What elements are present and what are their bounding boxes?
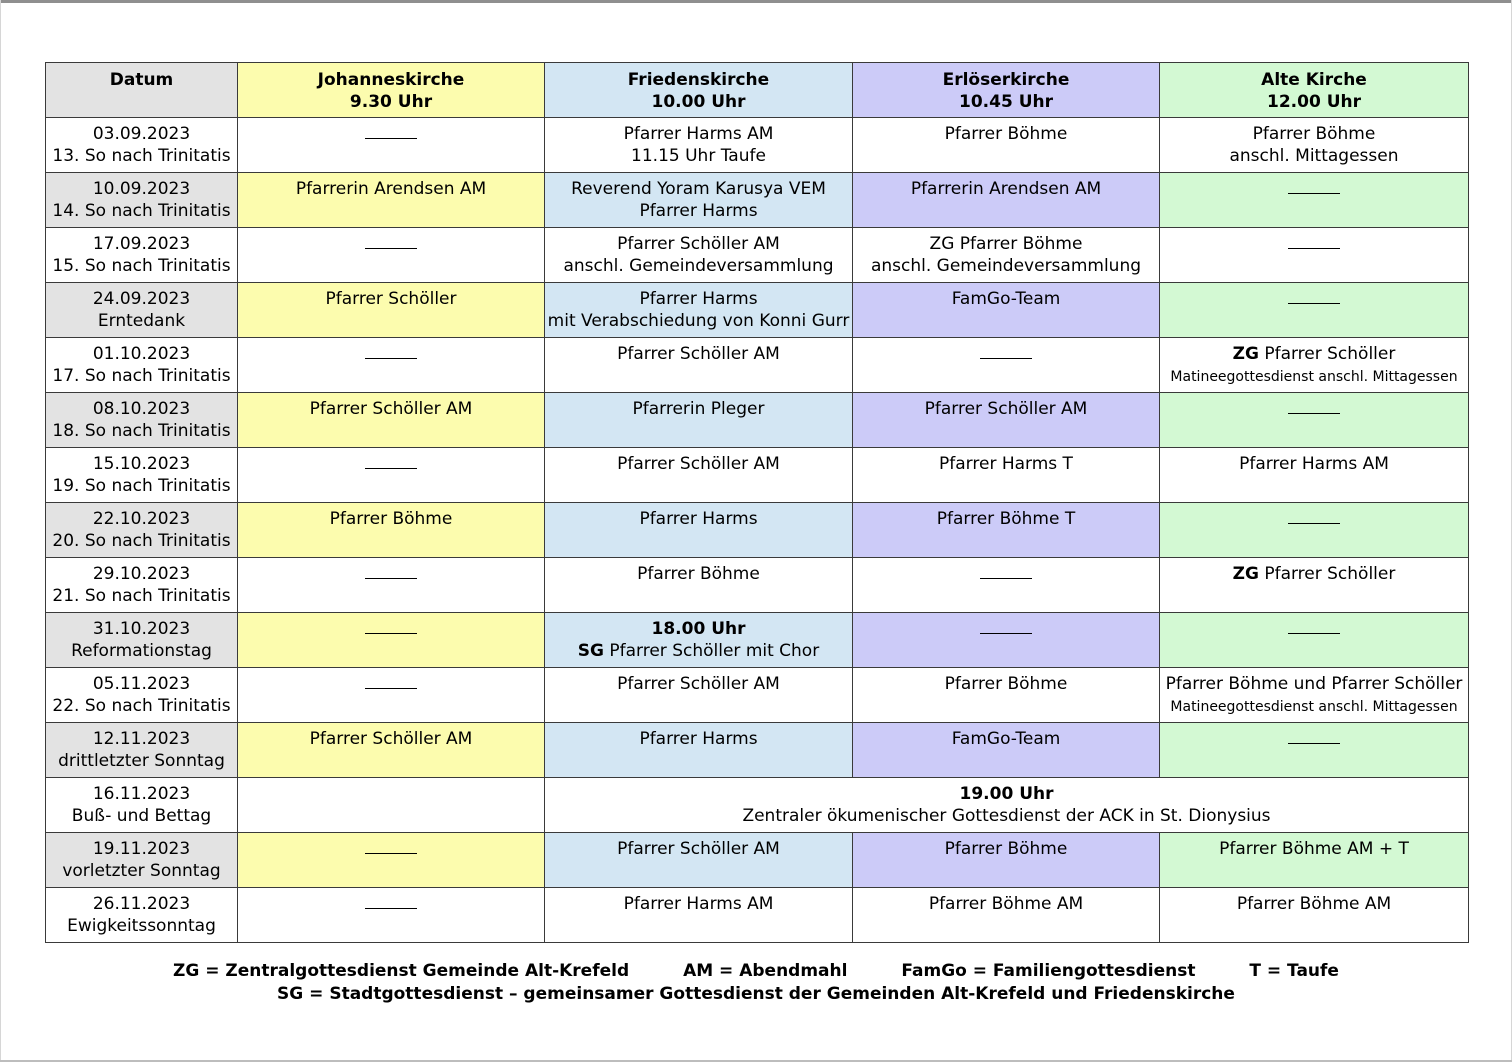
johanneskirche-cell	[238, 118, 545, 173]
left-border	[0, 0, 1, 1062]
friedenskirche-cell	[545, 503, 853, 558]
no-service-line	[365, 456, 417, 469]
erloeserkirche-cell	[853, 613, 1160, 668]
liturgical-day: 14. So nach Trinitatis	[52, 201, 231, 221]
liturgical-day: Buß- und Bettag	[71, 806, 212, 826]
erloeserkirche-cell	[853, 393, 1160, 448]
table-row	[46, 833, 1469, 888]
no-service-line	[365, 841, 417, 854]
date-cell	[46, 558, 238, 613]
legend-zg: ZG = Zentralgottesdienst Gemeinde Alt-Krefeld	[173, 961, 630, 981]
johanneskirche-cell	[238, 723, 545, 778]
service-text: Pfarrer Schöller AM	[617, 234, 780, 254]
table-row	[46, 778, 1469, 833]
date-cell	[46, 448, 238, 503]
friedenskirche-cell	[545, 668, 853, 723]
service-text: Pfarrer Harms AM	[623, 894, 774, 914]
no-service-line	[1288, 236, 1340, 249]
service-text: Pfarrer Böhme	[944, 839, 1068, 859]
alte-kirche-cell	[1160, 613, 1469, 668]
service-note: 11.15 Uhr Taufe	[631, 146, 766, 166]
liturgical-day: 19. So nach Trinitatis	[52, 476, 231, 496]
date-cell	[46, 613, 238, 668]
service-text: Pfarrer Schöller AM	[309, 399, 473, 419]
johanneskirche-cell	[238, 613, 545, 668]
alte-kirche-cell	[1160, 448, 1469, 503]
service-text: Pfarrerin Arendsen AM	[295, 179, 487, 199]
date-cell	[46, 228, 238, 283]
date-value: 29.10.2023	[92, 564, 191, 584]
no-service-line	[365, 676, 417, 689]
no-service-line	[980, 346, 1032, 359]
date-cell	[46, 723, 238, 778]
date-value: 17.09.2023	[92, 234, 191, 254]
johanneskirche-cell	[238, 338, 545, 393]
friedenskirche-cell	[545, 723, 853, 778]
no-service-line	[365, 126, 417, 139]
alte-kirche-cell	[1160, 173, 1469, 228]
erloeserkirche-cell	[853, 118, 1160, 173]
friedenskirche-cell	[545, 338, 853, 393]
table-row	[46, 228, 1469, 283]
date-value: 01.10.2023	[92, 344, 191, 364]
erloeserkirche-cell	[853, 888, 1160, 943]
alte-kirche-cell	[1160, 503, 1469, 558]
liturgical-day: 17. So nach Trinitatis	[52, 366, 231, 386]
service-text: ZG Pfarrer Böhme	[929, 234, 1083, 254]
date-cell	[46, 888, 238, 943]
service-text: Pfarrer Böhme AM	[928, 894, 1084, 914]
date-value: 05.11.2023	[92, 674, 191, 694]
service-note-small: Matineegottesdienst anschl. Mittagessen	[1170, 699, 1458, 715]
johanneskirche-cell	[238, 503, 545, 558]
no-service-line	[365, 346, 417, 359]
table-row	[46, 448, 1469, 503]
date-value: 31.10.2023	[92, 619, 191, 639]
alte-kirche-cell	[1160, 118, 1469, 173]
service-text: Pfarrer Schöller	[1264, 564, 1396, 584]
service-text: Pfarrer Harms AM	[1239, 454, 1389, 474]
service-text: Pfarrer Harms T	[939, 454, 1073, 474]
date-value: 16.11.2023	[92, 784, 191, 804]
header-erloeserkirche: Erlöserkirche 10.45 Uhr	[853, 63, 1160, 118]
liturgical-day: Erntedank	[97, 311, 186, 331]
date-value: 15.10.2023	[92, 454, 191, 474]
service-text: Pfarrerin Arendsen AM	[910, 179, 1102, 199]
erloeserkirche-cell	[853, 668, 1160, 723]
no-service-line	[365, 896, 417, 909]
no-service-line	[1288, 181, 1340, 194]
liturgical-day: 21. So nach Trinitatis	[52, 586, 231, 606]
friedenskirche-cell	[545, 833, 853, 888]
date-cell	[46, 778, 238, 833]
service-type-abbr: SG	[577, 641, 604, 661]
liturgical-day: 22. So nach Trinitatis	[52, 696, 231, 716]
legend-famgo: FamGo = Familiengottesdienst	[901, 961, 1196, 981]
alte-kirche-cell	[1160, 668, 1469, 723]
service-text: FamGo-Team	[951, 289, 1061, 309]
no-service-line	[1288, 511, 1340, 524]
erloeserkirche-cell	[853, 173, 1160, 228]
friedenskirche-cell	[545, 283, 853, 338]
erloeserkirche-cell	[853, 723, 1160, 778]
alte-kirche-cell	[1160, 393, 1469, 448]
service-note: anschl. Gemeindeversammlung	[870, 256, 1142, 276]
johanneskirche-cell	[238, 558, 545, 613]
service-text: Pfarrer Böhme T	[936, 509, 1076, 529]
legend-sg: SG = Stadtgottesdienst – gemeinsamer Gottesdienst der Gemeinden Alt-Krefeld und Friedenskirche	[277, 984, 1235, 1004]
johanneskirche-cell	[238, 228, 545, 283]
date-cell	[46, 393, 238, 448]
erloeserkirche-cell	[853, 833, 1160, 888]
table-row	[46, 283, 1469, 338]
service-text: Pfarrer Böhme	[1252, 124, 1376, 144]
service-text: Pfarrer Schöller AM	[617, 839, 780, 859]
service-type-abbr: ZG	[1232, 344, 1259, 364]
johanneskirche-cell	[238, 668, 545, 723]
merged-service-cell	[545, 778, 1469, 833]
table-row	[46, 558, 1469, 613]
date-cell	[46, 118, 238, 173]
date-value: 03.09.2023	[92, 124, 191, 144]
date-cell	[46, 503, 238, 558]
service-text: Pfarrer Böhme AM + T	[1219, 839, 1409, 859]
no-service-line	[1288, 731, 1340, 744]
service-note-small: Matineegottesdienst anschl. Mittagessen	[1170, 369, 1458, 385]
table-row	[46, 668, 1469, 723]
friedenskirche-cell	[545, 173, 853, 228]
table-row	[46, 338, 1469, 393]
liturgical-day: 15. So nach Trinitatis	[52, 256, 231, 276]
table-row	[46, 393, 1469, 448]
service-note: anschl. Gemeindeversammlung	[563, 256, 834, 276]
date-value: 12.11.2023	[92, 729, 191, 749]
merged-service-time: 19.00 Uhr	[959, 784, 1054, 804]
erloeserkirche-cell	[853, 338, 1160, 393]
date-cell	[46, 668, 238, 723]
alte-kirche-cell	[1160, 558, 1469, 613]
no-service-line	[365, 566, 417, 579]
friedenskirche-cell	[545, 228, 853, 283]
johanneskirche-cell	[238, 283, 545, 338]
service-text: Pfarrer Harms	[639, 509, 758, 529]
johanneskirche-cell	[238, 393, 545, 448]
liturgical-day: 13. So nach Trinitatis	[52, 146, 231, 166]
erloeserkirche-cell	[853, 503, 1160, 558]
liturgical-day: 18. So nach Trinitatis	[52, 421, 231, 441]
no-service-line	[365, 621, 417, 634]
service-text: Pfarrer Böhme AM	[1236, 894, 1392, 914]
table-row	[46, 888, 1469, 943]
liturgical-day: Reformationstag	[71, 641, 212, 661]
table-row	[46, 723, 1469, 778]
service-schedule-table	[45, 62, 1469, 943]
service-note: anschl. Mittagessen	[1229, 146, 1399, 166]
service-type-abbr: ZG	[1232, 564, 1259, 584]
alte-kirche-cell	[1160, 283, 1469, 338]
header-friedenskirche: Friedenskirche 10.00 Uhr	[545, 63, 853, 118]
date-value: 08.10.2023	[92, 399, 191, 419]
service-text: Pfarrerin Pleger	[632, 399, 765, 419]
service-text: Pfarrer Harms	[639, 289, 758, 309]
friedenskirche-cell	[545, 558, 853, 613]
date-value: 19.11.2023	[92, 839, 191, 859]
no-service-line	[365, 236, 417, 249]
no-service-line	[1288, 401, 1340, 414]
date-cell	[46, 283, 238, 338]
service-text: Pfarrer Schöller AM	[617, 344, 780, 364]
no-service-line	[980, 566, 1032, 579]
friedenskirche-cell	[545, 888, 853, 943]
alte-kirche-cell	[1160, 338, 1469, 393]
service-text: Pfarrer Schöller AM	[309, 729, 473, 749]
header-johanneskirche: Johanneskirche 9.30 Uhr	[238, 63, 545, 118]
service-note: Pfarrer Harms	[639, 201, 758, 221]
service-line	[578, 641, 819, 661]
liturgical-day: 20. So nach Trinitatis	[52, 531, 231, 551]
liturgical-day: drittletzter Sonntag	[58, 751, 225, 771]
date-value: 26.11.2023	[92, 894, 191, 914]
table-row	[46, 613, 1469, 668]
date-value: 10.09.2023	[92, 179, 191, 199]
legend-am: AM = Abendmahl	[683, 961, 848, 981]
alte-kirche-cell	[1160, 723, 1469, 778]
friedenskirche-cell	[545, 118, 853, 173]
date-cell	[46, 833, 238, 888]
alte-kirche-cell	[1160, 833, 1469, 888]
service-text: Pfarrer Böhme	[944, 674, 1068, 694]
table-row	[46, 503, 1469, 558]
service-text: Pfarrer Harms AM	[623, 124, 774, 144]
service-text: Pfarrer Böhme und Pfarrer Schöller	[1165, 674, 1463, 694]
service-text: Pfarrer Schöller	[1264, 344, 1396, 364]
service-text: Pfarrer Schöller AM	[617, 454, 780, 474]
no-service-line	[1288, 621, 1340, 634]
date-cell	[46, 173, 238, 228]
table-row	[46, 118, 1469, 173]
service-line	[1233, 344, 1396, 364]
erloeserkirche-cell	[853, 228, 1160, 283]
service-line	[1233, 564, 1396, 584]
header-datum: Datum	[46, 63, 238, 118]
alte-kirche-cell	[1160, 888, 1469, 943]
header-alte-kirche: Alte Kirche 12.00 Uhr	[1160, 63, 1469, 118]
date-value: 24.09.2023	[92, 289, 191, 309]
service-text: Pfarrer Böhme	[944, 124, 1068, 144]
alte-kirche-cell	[1160, 228, 1469, 283]
johanneskirche-cell	[238, 833, 545, 888]
legend-line-1	[0, 960, 1512, 982]
service-text: Pfarrer Schöller	[325, 289, 457, 309]
date-cell	[46, 338, 238, 393]
legend-line-2	[0, 983, 1512, 1005]
friedenskirche-cell	[545, 448, 853, 503]
no-service-line	[1288, 291, 1340, 304]
table-row	[46, 173, 1469, 228]
no-service-line	[980, 621, 1032, 634]
liturgical-day: Ewigkeitssonntag	[67, 916, 216, 936]
service-text: Pfarrer Schöller mit Chor	[609, 641, 820, 661]
erloeserkirche-cell	[853, 558, 1160, 613]
service-text: Pfarrer Schöller AM	[924, 399, 1088, 419]
service-text: FamGo-Team	[951, 729, 1061, 749]
service-text: Pfarrer Böhme	[329, 509, 453, 529]
date-value: 22.10.2023	[92, 509, 191, 529]
service-note: mit Verabschiedung von Konni Gurr	[547, 311, 850, 331]
service-time: 18.00 Uhr	[651, 619, 746, 639]
service-text: Pfarrer Harms	[639, 729, 758, 749]
erloeserkirche-cell	[853, 283, 1160, 338]
friedenskirche-cell	[545, 393, 853, 448]
header-row	[46, 63, 1469, 118]
merged-service-text: Zentraler ökumenischer Gottesdienst der ACK in St. Dionysius	[742, 806, 1271, 826]
service-text: Pfarrer Schöller AM	[617, 674, 780, 694]
service-text: Reverend Yoram Karusya VEM	[571, 179, 826, 199]
service-text: Pfarrer Böhme	[637, 564, 760, 584]
friedenskirche-cell	[545, 613, 853, 668]
erloeserkirche-cell	[853, 448, 1160, 503]
johanneskirche-cell	[238, 778, 545, 833]
top-border	[0, 0, 1512, 3]
liturgical-day: vorletzter Sonntag	[62, 861, 221, 881]
johanneskirche-cell	[238, 888, 545, 943]
legend-t: T = Taufe	[1249, 961, 1339, 981]
johanneskirche-cell	[238, 448, 545, 503]
johanneskirche-cell	[238, 173, 545, 228]
